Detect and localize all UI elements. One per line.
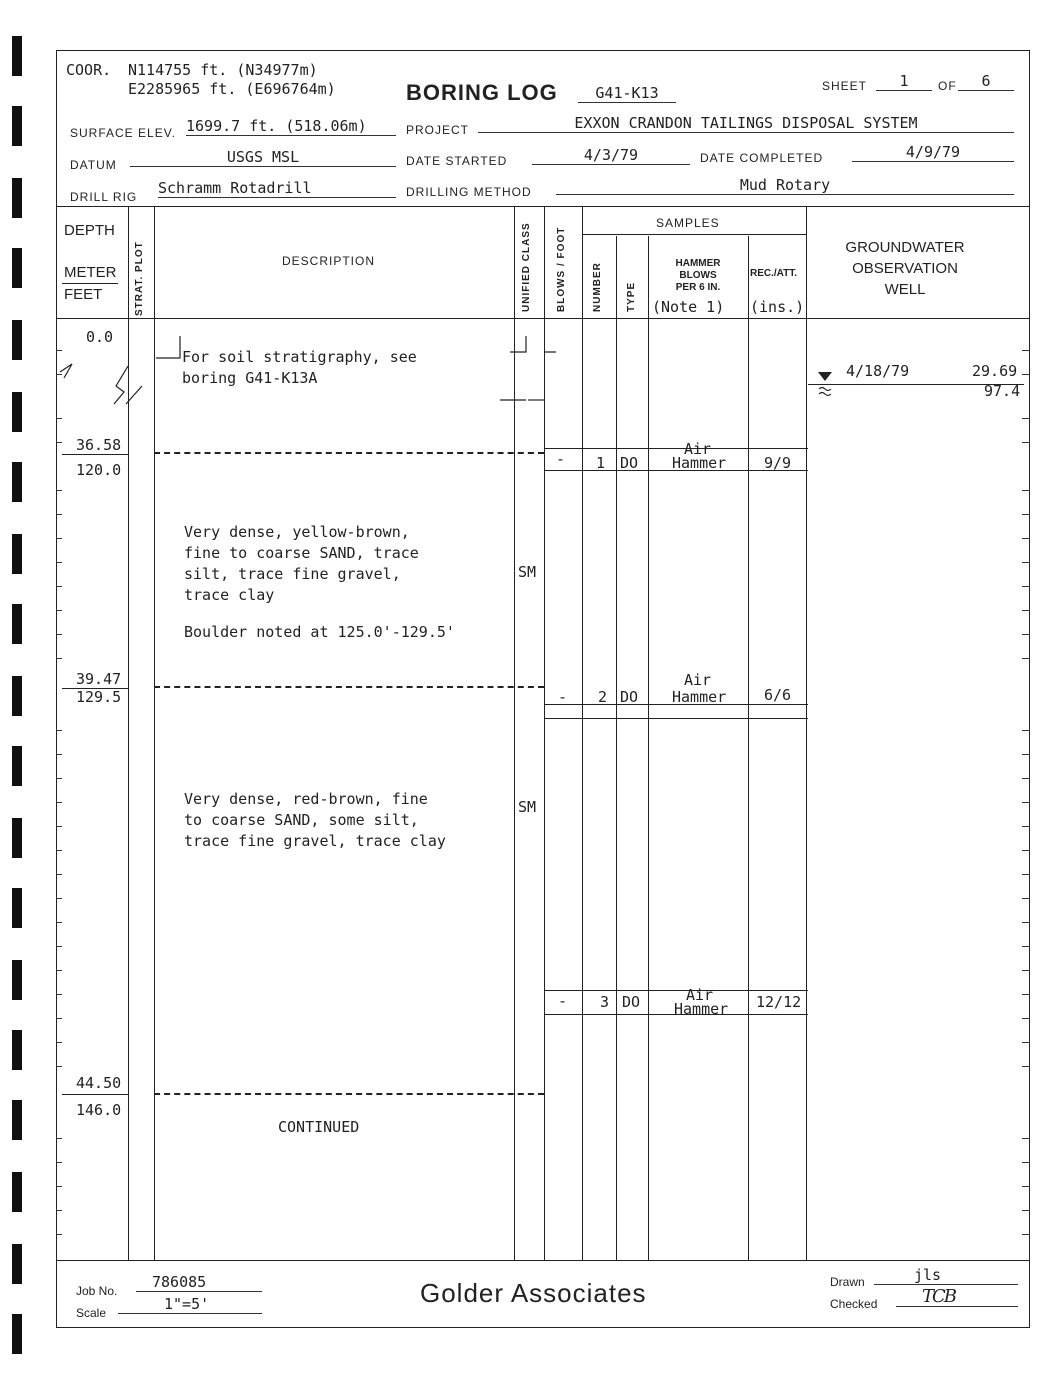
surface-elev-value: 1699.7 ft. (518.06m) — [186, 117, 396, 136]
sheet-total: 6 — [958, 72, 1014, 91]
drilling-method-label: DRILLING METHOD — [406, 185, 532, 199]
sheet-of-label: OF — [938, 79, 957, 93]
depth-2-meters: 39.47 — [76, 670, 122, 688]
sample-3-hammer-line1: Air — [686, 986, 714, 1004]
depth-1-feet: 120.0 — [76, 461, 122, 479]
depth-header: DEPTH — [64, 222, 115, 239]
layer-1-class: SM — [518, 563, 537, 581]
layer-1-line-1: Very dense, yellow-brown, — [184, 523, 410, 541]
date-started-value: 4/3/79 — [532, 146, 690, 165]
sheet-label: SHEET — [822, 79, 868, 93]
samples-header-rule — [582, 234, 806, 235]
coor-east: E2285965 ft. (E696764m) — [128, 80, 336, 98]
sample-3-blows: - — [558, 992, 568, 1010]
date-started-label: DATE STARTED — [406, 154, 508, 168]
coor-north: N114755 ft. (N34977m) — [128, 61, 318, 79]
meter-feet-divider — [62, 283, 118, 284]
checked-label: Checked — [830, 1297, 878, 1311]
continued-label: CONTINUED — [278, 1118, 360, 1136]
datum-label: DATUM — [70, 158, 117, 172]
stratum-boundary-1 — [154, 452, 544, 454]
layer-2-line-1: Very dense, red-brown, fine — [184, 790, 428, 808]
rec-att-header: REC./ATT. — [750, 268, 798, 279]
col-divider-rec — [806, 206, 807, 1260]
checked-line — [896, 1288, 1018, 1307]
depth-3-divider — [62, 1094, 128, 1095]
meter-header: METER — [64, 264, 117, 281]
sample-1-type: DO — [620, 454, 639, 472]
scale-label: Scale — [76, 1306, 107, 1320]
rec-units: (ins.) — [750, 298, 805, 316]
layer-2-description — [184, 789, 446, 852]
depth-1-meters: 36.58 — [76, 436, 122, 454]
depth-2-feet: 129.5 — [76, 688, 122, 706]
company-name: Golder Associates — [420, 1278, 647, 1308]
layer-1-description — [184, 522, 419, 606]
drawn-value: jls — [874, 1266, 1018, 1285]
groundwater-header-line2: OBSERVATION — [852, 260, 958, 277]
unified-class-header: UNIFIED CLASS — [521, 222, 532, 312]
sample-1-number: 1 — [596, 454, 606, 472]
intro-description — [182, 347, 417, 389]
groundwater-depth-ft: 97.4 — [984, 382, 1021, 400]
coor-label: COOR. — [66, 61, 112, 79]
blows-foot-header: BLOWS / FOOT — [556, 226, 567, 312]
drilling-method-value: Mud Rotary — [556, 176, 1014, 195]
depth-2-divider — [62, 688, 128, 689]
sample-1-blows: - — [556, 450, 566, 468]
sample-3-hammer-line2: Hammer — [674, 1000, 729, 1018]
sample-3-type: DO — [622, 993, 641, 1011]
col-divider-blows — [582, 206, 583, 1260]
checked-initials: TCB — [922, 1286, 956, 1307]
surface-elev-label: SURFACE ELEV. — [70, 126, 176, 140]
stratum-boundary-2 — [154, 686, 544, 688]
date-completed-value: 4/9/79 — [852, 143, 1014, 162]
layer-1-boulder-note: Boulder noted at 125.0'-129.5' — [184, 623, 455, 641]
hammer-header-line1: HAMMER — [675, 258, 721, 269]
sample-2-hammer-line1: Air — [684, 671, 712, 689]
sample-3-top-rule — [544, 990, 808, 991]
layer-2-class: SM — [518, 798, 537, 816]
sample-2-type: DO — [620, 688, 639, 706]
depth-top: 0.0 — [86, 328, 114, 346]
job-number-value: 786085 — [136, 1273, 262, 1292]
sample-2-bottom-rule — [544, 718, 808, 719]
page-title: BORING LOG — [406, 80, 558, 105]
strat-plot-header: STRAT. PLOT — [134, 241, 145, 316]
drill-rig-value: Schramm Rotadrill — [158, 179, 396, 198]
hammer-header-line3: PER 6 IN. — [675, 282, 721, 293]
hammer-header — [650, 258, 746, 294]
type-header: TYPE — [626, 281, 637, 312]
footer-rule — [56, 1260, 1030, 1261]
sample-2-blows: - — [558, 688, 568, 706]
layer-2-line-3: trace fine gravel, trace clay — [184, 832, 446, 850]
depth-3-feet: 146.0 — [76, 1101, 122, 1119]
sample-3-number: 3 — [600, 993, 610, 1011]
sample-1-hammer-line1: Air — [684, 440, 712, 458]
depth-3-meters: 44.50 — [76, 1074, 122, 1092]
description-header: DESCRIPTION — [282, 254, 376, 268]
hammer-header-line2: BLOWS — [679, 270, 717, 281]
hammer-note: (Note 1) — [652, 298, 725, 316]
col-divider-number — [616, 236, 617, 1260]
sample-2-hammer-line2: Hammer — [672, 688, 727, 706]
groundwater-header-line1: GROUNDWATER — [845, 239, 965, 256]
layer-1-line-3: silt, trace fine gravel, — [184, 565, 401, 583]
sample-2-rec: 6/6 — [764, 686, 792, 704]
datum-value: USGS MSL — [130, 148, 396, 167]
sample-2-number: 2 — [598, 688, 608, 706]
column-header-rule — [56, 318, 1030, 319]
layer-1-line-2: fine to coarse SAND, trace — [184, 544, 419, 562]
date-completed-label: DATE COMPLETED — [700, 151, 824, 165]
sample-1-top-rule — [544, 448, 808, 449]
layer-2-line-2: to coarse SAND, some silt, — [184, 811, 419, 829]
intro-line-1: For soil stratigraphy, see — [182, 348, 417, 366]
stratum-boundary-3 — [154, 1093, 544, 1095]
water-level-icon — [816, 370, 836, 400]
feet-header: FEET — [64, 286, 103, 303]
layer-1-line-4: trace clay — [184, 586, 275, 604]
depth-1-divider — [62, 454, 128, 455]
scale-value: 1"=5' — [118, 1295, 262, 1314]
boring-id: G41-K13 — [578, 84, 676, 103]
drawn-label: Drawn — [830, 1275, 865, 1289]
groundwater-header-line3: WELL — [884, 281, 926, 298]
col-divider-type — [648, 236, 649, 1260]
intro-line-2: boring G41-K13A — [182, 369, 318, 387]
project-label: PROJECT — [406, 123, 470, 137]
sample-1-rec: 9/9 — [764, 454, 792, 472]
col-divider-hammer — [748, 236, 749, 1260]
sheet-number: 1 — [876, 72, 932, 91]
sample-3-rec: 12/12 — [756, 993, 802, 1011]
groundwater-header — [812, 237, 998, 300]
number-header: NUMBER — [592, 262, 603, 312]
project-value: EXXON CRANDON TAILINGS DISPOSAL SYSTEM — [478, 114, 1014, 133]
samples-header: SAMPLES — [656, 216, 720, 230]
groundwater-date: 4/18/79 — [846, 362, 910, 380]
sample-1-hammer-line2: Hammer — [672, 454, 727, 472]
drill-rig-label: DRILL RIG — [70, 190, 138, 204]
table-top-rule — [56, 206, 1030, 207]
job-number-label: Job No. — [76, 1284, 118, 1298]
groundwater-depth-m: 29.69 — [972, 362, 1018, 380]
